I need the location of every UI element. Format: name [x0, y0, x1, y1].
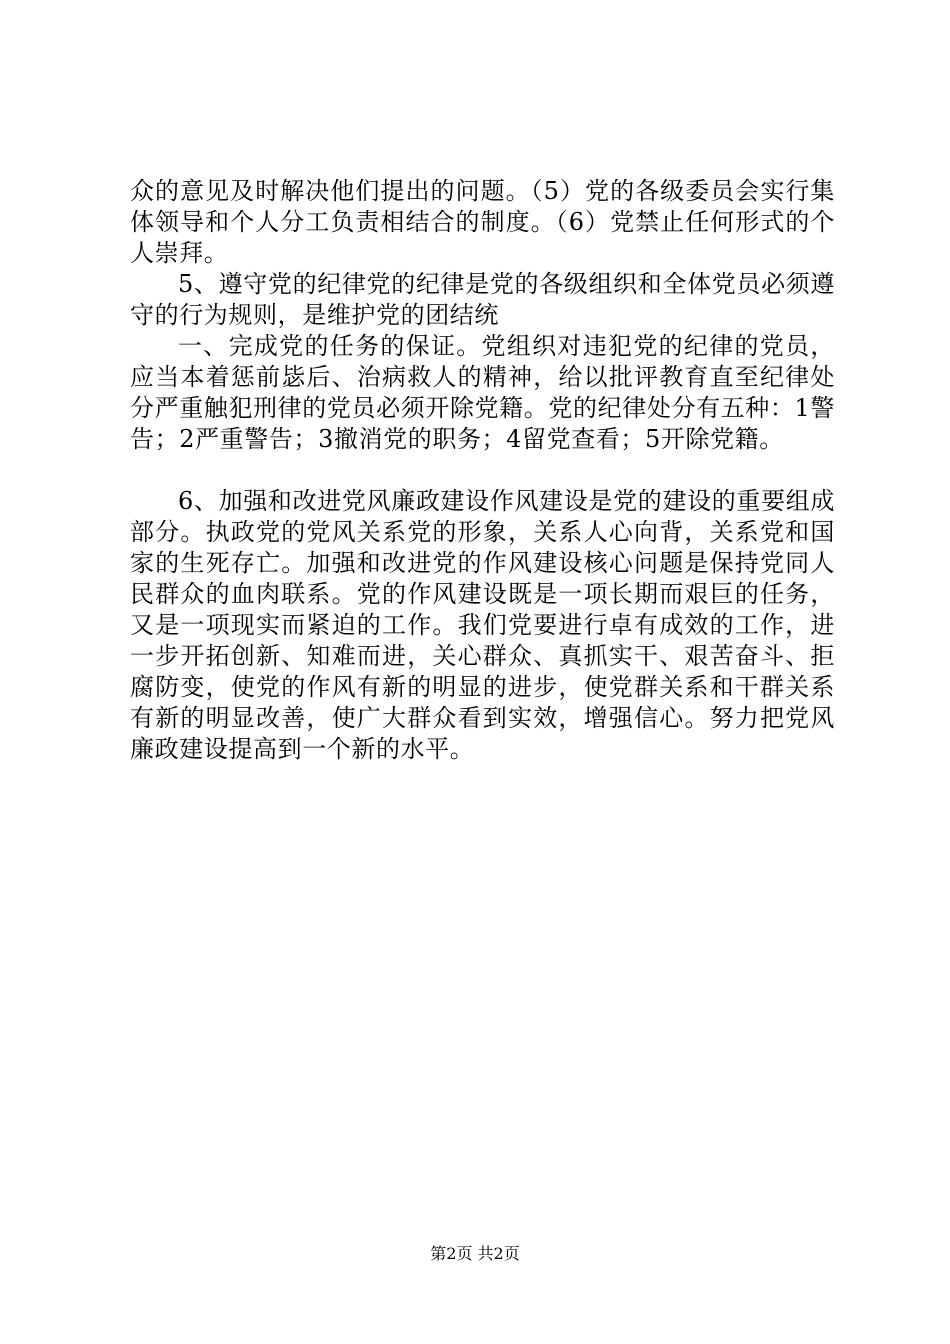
paragraph-spacer [130, 455, 835, 486]
page-footer [0, 1244, 950, 1264]
page-number: 第2页 共2页 [430, 1244, 520, 1263]
paragraph-discipline: 5、遵守党的纪律党的纪律是党的各级组织和全体党员必须遵守的行为规则，是维护党的团结统 [130, 270, 835, 329]
paragraph-task-guarantee: 一、完成党的任务的保证。党组织对违犯党的纪律的党员，应当本着惩前毖后、治病救人的精神，给以批评教育直至纪律处分严重触犯刑律的党员必须开除党籍。党的纪律处分有五种：1警告；2严重警告；3撤消党的职务；4留党查看；5开除党籍。 [130, 332, 835, 453]
document-body [130, 176, 835, 765]
paragraph-continuation: 众的意见及时解决他们提出的问题。（5）党的各级委员会实行集体领导和个人分工负责相结合的制度。（6）党禁止任何形式的个人崇拜。 [130, 177, 835, 267]
paragraph-party-style: 6、加强和改进党风廉政建设作风建设是党的建设的重要组成部分。执政党的党风关系党的形象，关系人心向背，关系党和国家的生死存亡。加强和改进党的作风建设核心问题是保持党同人民群众的血肉联系。党的作风建设既是一项长期而艰巨的任务，又是一项现实而紧迫的工作。我们党要进行卓有成效的工作，进一步开拓创新、知难而进，关心群众、真抓实干、艰苦奋斗、拒腐防变，使党的作风有新的明显的进步，使党群关系和干群关系有新的明显改善，使广大群众看到实效，增强信心。努力把党风廉政建设提高到一个新的水平。 [130, 487, 835, 763]
